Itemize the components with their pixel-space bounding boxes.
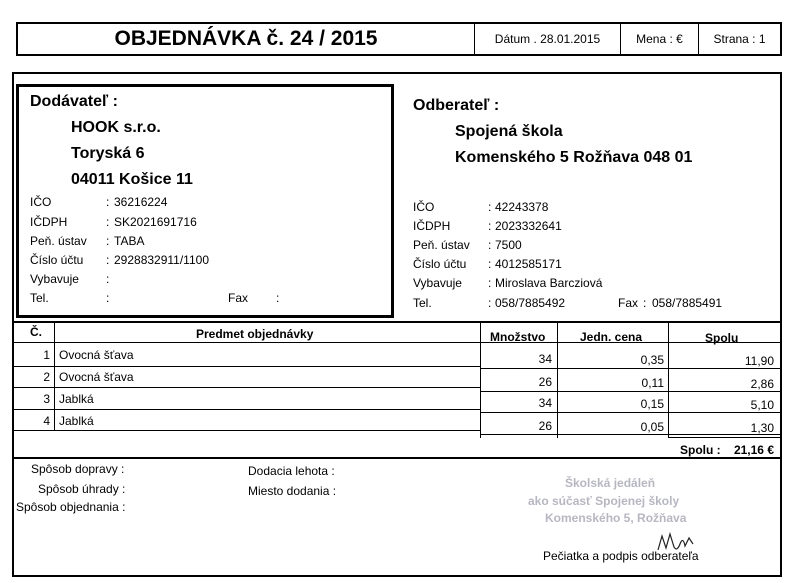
delivery-place-label: Miesto dodania :	[248, 484, 337, 498]
row-2-unit: 0,11	[641, 376, 664, 390]
delivery-term-label: Dodacia lehota :	[248, 464, 335, 478]
customer-bank-sep: :	[488, 238, 492, 252]
ordering-label: Spôsob objednania :	[16, 500, 126, 514]
sum-value: 21,16 €	[733, 443, 774, 457]
supplier-fax-label: Fax	[228, 291, 249, 305]
order-header	[16, 22, 782, 56]
supplier-ico-label: IČO	[30, 195, 52, 209]
payment-label: Spôsob úhrady :	[38, 482, 126, 496]
signature-label: Pečiatka a podpis odberateľa	[543, 549, 699, 563]
customer-account-sep: :	[488, 257, 492, 271]
col-header-total: Spolu	[705, 331, 739, 345]
col-line-unit	[557, 321, 558, 438]
sum-label: Spolu :	[680, 443, 721, 457]
row-2-item: Ovocná šťava	[59, 370, 134, 384]
customer-icdph-sep: :	[488, 219, 492, 233]
currency-field: Mena : €	[620, 24, 698, 54]
row-4-item: Jablká	[59, 414, 94, 428]
col-header-num: Č.	[30, 325, 42, 339]
supplier-ico-value: 36216224	[114, 195, 168, 209]
customer-ico-label: IČO	[413, 200, 435, 214]
supplier-tel-sep: :	[106, 291, 110, 305]
customer-fax-label: Fax	[618, 296, 639, 310]
customer-heading: Odberateľ :	[413, 97, 500, 114]
supplier-contact-sep: :	[106, 272, 110, 286]
row-2-num: 2	[43, 370, 50, 384]
row-line-3-left	[14, 409, 480, 410]
supplier-fax-sep: :	[276, 291, 280, 305]
supplier-icdph-sep: :	[106, 215, 110, 229]
table-header-line	[14, 342, 780, 343]
customer-contact-value: Miroslava Barcziová	[495, 276, 603, 290]
row-1-unit: 0,35	[640, 353, 664, 367]
supplier-bank-value: TABA	[114, 234, 145, 248]
customer-name: Spojená škola	[455, 123, 563, 140]
supplier-street: Toryská 6	[71, 145, 145, 162]
customer-contact-label: Vybavuje	[413, 276, 462, 290]
customer-bank-label: Peň. ústav	[413, 238, 470, 252]
customer-tel-sep: :	[488, 296, 492, 310]
row-1-total: 11,90	[744, 354, 774, 368]
sum-top-line	[668, 437, 780, 438]
row-2-total: 2,86	[750, 377, 774, 391]
col-line-total	[668, 321, 669, 438]
page-field: Strana : 1	[698, 24, 780, 54]
customer-ico-sep: :	[488, 200, 492, 214]
customer-tel-value: 058/7885492	[495, 296, 566, 310]
row-2-qty: 26	[538, 375, 552, 389]
row-line-1-left	[14, 366, 480, 367]
row-line-2-left	[14, 387, 480, 388]
supplier-bank-label: Peň. ústav	[30, 234, 87, 248]
customer-ico-value: 42243378	[495, 200, 549, 214]
supplier-bank-sep: :	[106, 234, 110, 248]
supplier-icdph-value: SK2021691716	[114, 215, 197, 229]
row-4-qty: 26	[538, 419, 552, 433]
table-bottom-line	[14, 457, 780, 459]
row-1-num: 1	[43, 348, 50, 362]
row-4-total: 1,30	[750, 421, 774, 435]
customer-tel-label: Tel.	[413, 296, 432, 310]
col-line-qty	[480, 321, 481, 438]
row-4-num: 4	[43, 414, 50, 428]
col-header-unit: Jedn. cena	[580, 330, 643, 344]
row-4-unit: 0,05	[640, 420, 664, 434]
supplier-heading: Dodávateľ :	[30, 93, 118, 110]
row-3-total: 5,10	[750, 398, 774, 412]
customer-address: Komenského 5 Rožňava 048 01	[455, 149, 693, 166]
col-header-item: Predmet objednávky	[196, 327, 314, 341]
customer-fax-value: 058/7885491	[652, 296, 723, 310]
customer-icdph-value: 2023332641	[495, 219, 562, 233]
customer-bank-value: 7500	[495, 238, 522, 252]
supplier-icdph-label: IČDPH	[30, 215, 68, 229]
document-title: OBJEDNÁVKA č. 24 / 2015	[114, 27, 378, 50]
table-top-line	[14, 321, 780, 323]
supplier-account-value: 2928832911/1100	[114, 253, 209, 267]
stamp-line-3: Komenského 5, Rožňava	[545, 511, 687, 525]
row-3-item: Jablká	[59, 392, 94, 406]
customer-contact-sep: :	[488, 276, 492, 290]
row-1-qty: 34	[538, 352, 552, 366]
supplier-tel-label: Tel.	[30, 291, 49, 305]
stamp-line-1: Školská jedáleň	[565, 476, 656, 490]
row-line-3-right	[480, 412, 780, 413]
row-1-item: Ovocná šťava	[59, 348, 134, 362]
customer-icdph-label: IČDPH	[413, 219, 451, 233]
supplier-ico-sep: :	[106, 195, 110, 209]
supplier-account-label: Číslo účtu	[30, 253, 84, 267]
supplier-name: HOOK s.r.o.	[71, 119, 161, 136]
customer-account-label: Číslo účtu	[413, 257, 467, 271]
supplier-city: 04011 Košice 11	[71, 171, 193, 188]
col-header-qty: Množstvo	[490, 330, 546, 344]
row-3-num: 3	[43, 392, 50, 406]
row-3-unit: 0,15	[640, 397, 664, 411]
customer-fax-sep: :	[643, 296, 647, 310]
stamp-line-2: ako súčasť Spojenej školy	[528, 494, 680, 508]
row-3-qty: 34	[538, 396, 552, 410]
row-line-4-left	[14, 430, 480, 431]
customer-account-value: 4012585171	[495, 257, 562, 271]
row-line-2-right	[480, 391, 780, 392]
transport-label: Spôsob dopravy :	[31, 462, 125, 476]
supplier-contact-label: Vybavuje	[30, 272, 79, 286]
date-field: Dátum . 28.01.2015	[474, 24, 620, 54]
col-line-num	[54, 321, 55, 430]
supplier-account-sep: :	[106, 253, 110, 267]
row-line-1-right	[480, 368, 780, 369]
